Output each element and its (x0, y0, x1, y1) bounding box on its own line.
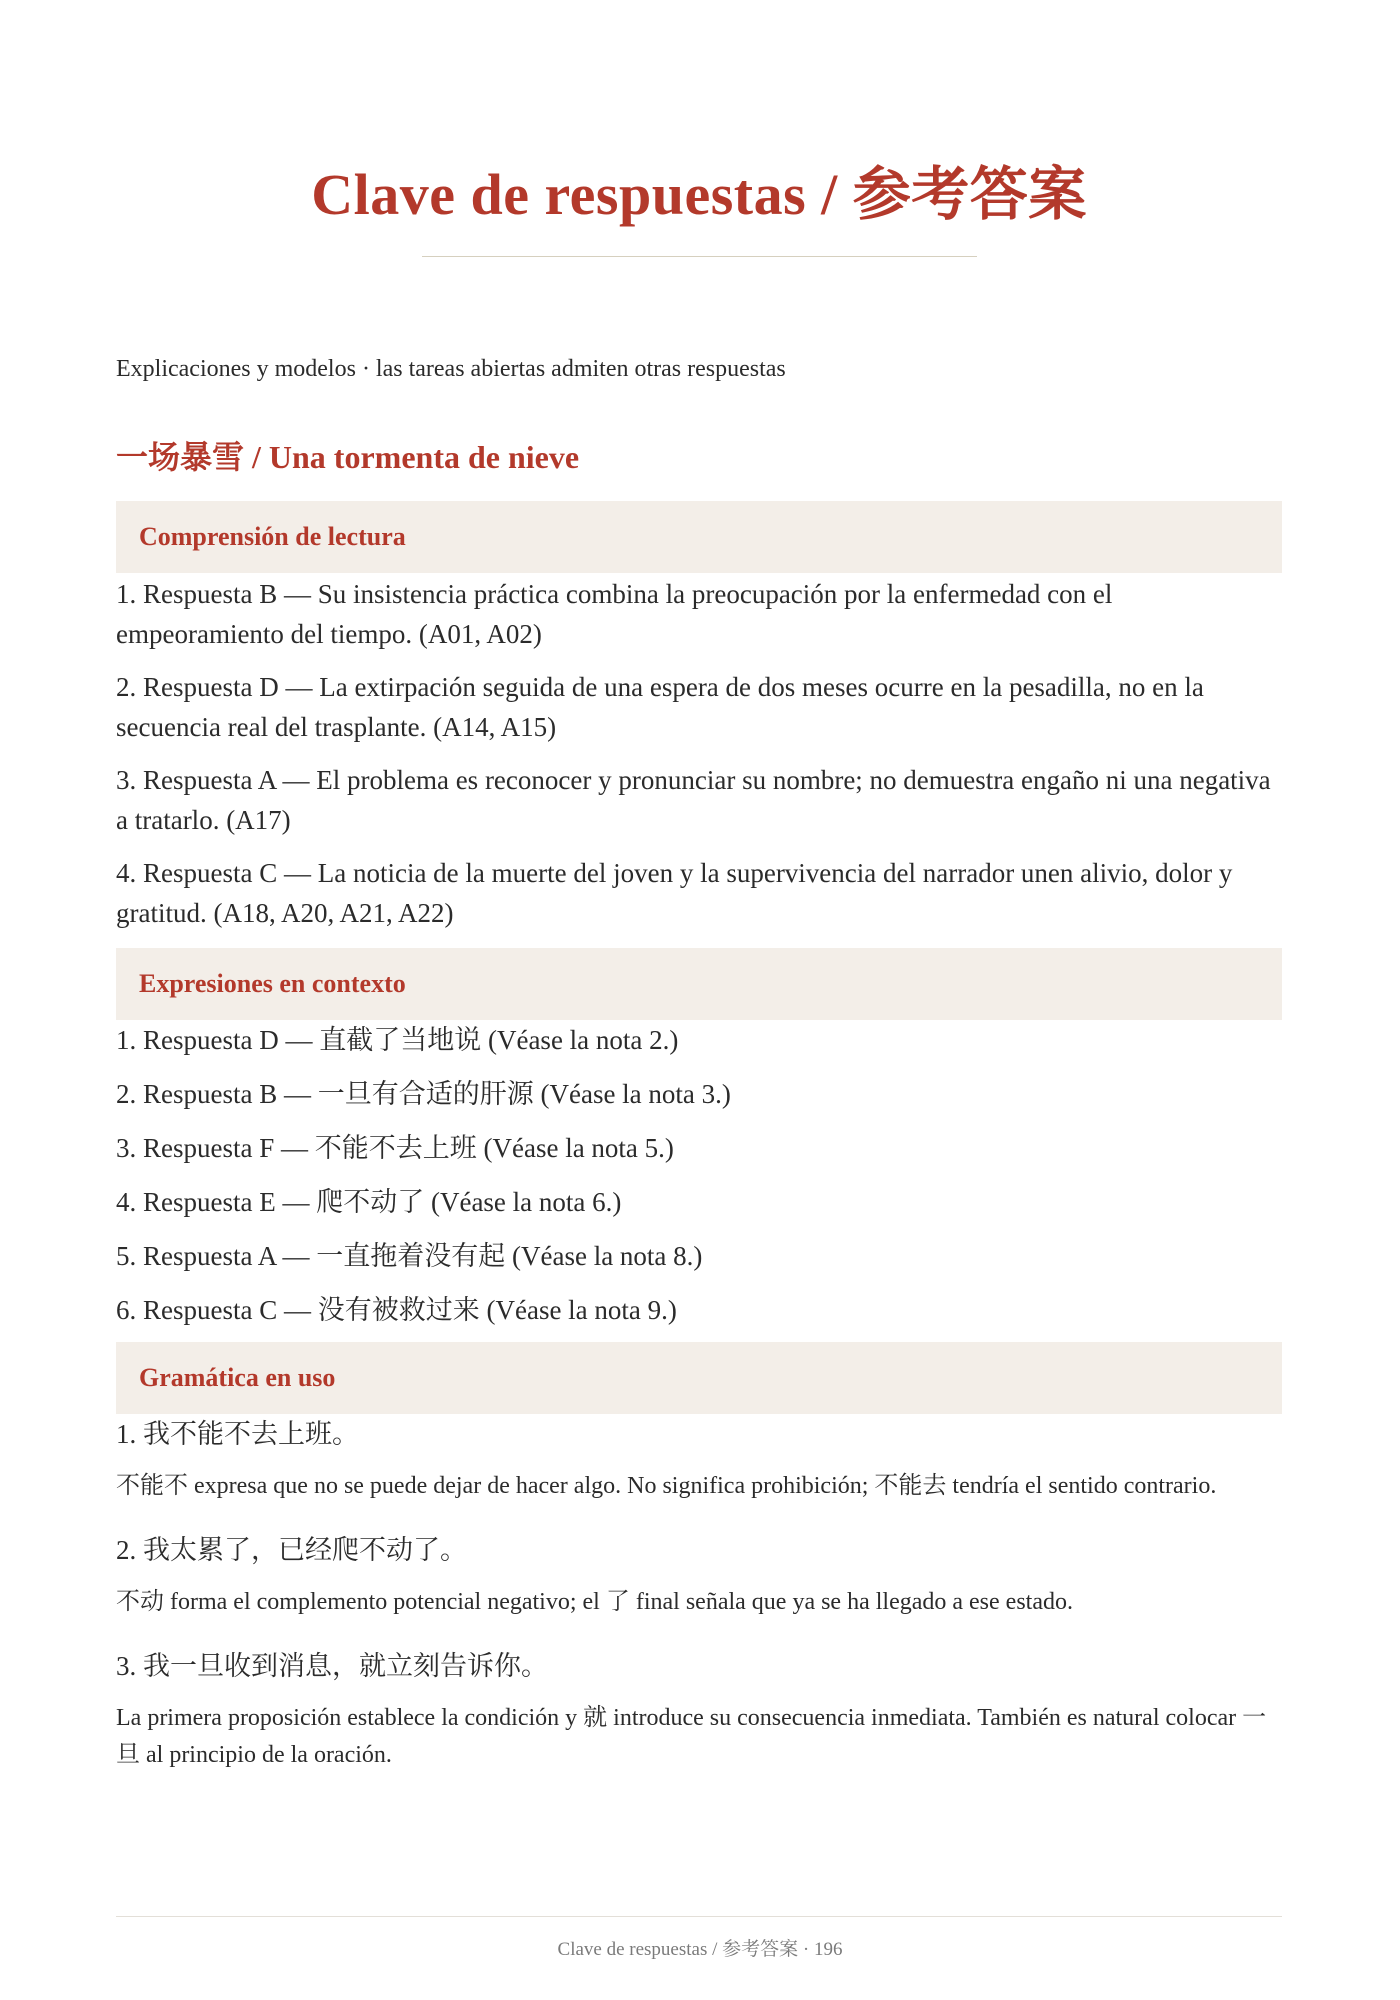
expressions-answers (116, 1020, 1282, 1330)
grammar-explanation: 不动 forma el complemento potencial negativo; el 了 final señala que ya se ha llegado a ese estado. (116, 1589, 1073, 1615)
title-block (116, 0, 1282, 257)
grammar-label: Gramática en uso (139, 1363, 336, 1392)
expression-answer: 3. Respuesta F — 不能不去上班 (Véase la nota 5.) (116, 1133, 674, 1163)
grammar-sentence: 1. 我不能不去上班。 (116, 1419, 359, 1449)
comprehension-header (116, 501, 1282, 573)
grammar-explanation: La primera proposición establece la condición y 就 introduce su consecuencia inmediata. También es natural colocar 一旦 al principio de la oración. (116, 1705, 1267, 1768)
comprehension-answers (116, 574, 1282, 933)
page-footer: Clave de respuestas / 参考答案 · 196 (557, 1939, 843, 1960)
expression-answer: 6. Respuesta C — 没有被救过来 (Véase la nota 9.) (116, 1295, 677, 1325)
grammar-item (116, 1530, 1282, 1621)
grammar-sentence: 3. 我一旦收到消息，就立刻告诉你。 (116, 1651, 548, 1681)
section-heading: 一场暴雪 / Una tormenta de nieve (116, 439, 580, 475)
title-divider (422, 256, 977, 257)
page-title: Clave de respuestas / 参考答案 (311, 162, 1087, 227)
grammar-sentence: 2. 我太累了，已经爬不动了。 (116, 1535, 467, 1565)
comprehension-answer: 2. Respuesta D — La extirpación seguida de una espera de dos meses ocurre en la pesadilla, no en la secuencia real del trasplante. (A14, A15) (116, 672, 1204, 742)
footer-divider (116, 1916, 1282, 1917)
expression-answer: 2. Respuesta B — 一旦有合适的肝源 (Véase la nota 3.) (116, 1079, 731, 1109)
expression-answer: 1. Respuesta D — 直截了当地说 (Véase la nota 2.) (116, 1025, 679, 1055)
grammar-explanation: 不能不 expresa que no se puede dejar de hacer algo. No significa prohibición; 不能去 tendría el sentido contrario. (116, 1473, 1217, 1499)
page-subtitle: Explicaciones y modelos · las tareas abiertas admiten otras respuestas (116, 356, 786, 382)
expression-answer: 5. Respuesta A — 一直拖着没有起 (Véase la nota 8.) (116, 1241, 703, 1271)
grammar-item (116, 1646, 1282, 1774)
comprehension-answer: 3. Respuesta A — El problema es reconocer y pronunciar su nombre; no demuestra engaño ni una negativa a tratarlo. (A17) (116, 765, 1271, 835)
comprehension-answer: 4. Respuesta C — La noticia de la muerte del joven y la supervivencia del narrador unen alivio, dolor y gratitud. (A18, A20, A21, A22) (116, 858, 1233, 928)
expressions-label: Expresiones en contexto (139, 969, 406, 998)
grammar-item (116, 1414, 1282, 1505)
grammar-answers (116, 1414, 1282, 1774)
grammar-header (116, 1342, 1282, 1414)
answer-key-page (116, 0, 1282, 1774)
expression-answer: 4. Respuesta E — 爬不动了 (Véase la nota 6.) (116, 1187, 622, 1217)
expressions-header (116, 948, 1282, 1020)
comprehension-label: Comprensión de lectura (139, 522, 406, 551)
comprehension-answer: 1. Respuesta B — Su insistencia práctica combina la preocupación por la enfermedad con el empeoramiento del tiempo. (A01, A02) (116, 579, 1113, 649)
